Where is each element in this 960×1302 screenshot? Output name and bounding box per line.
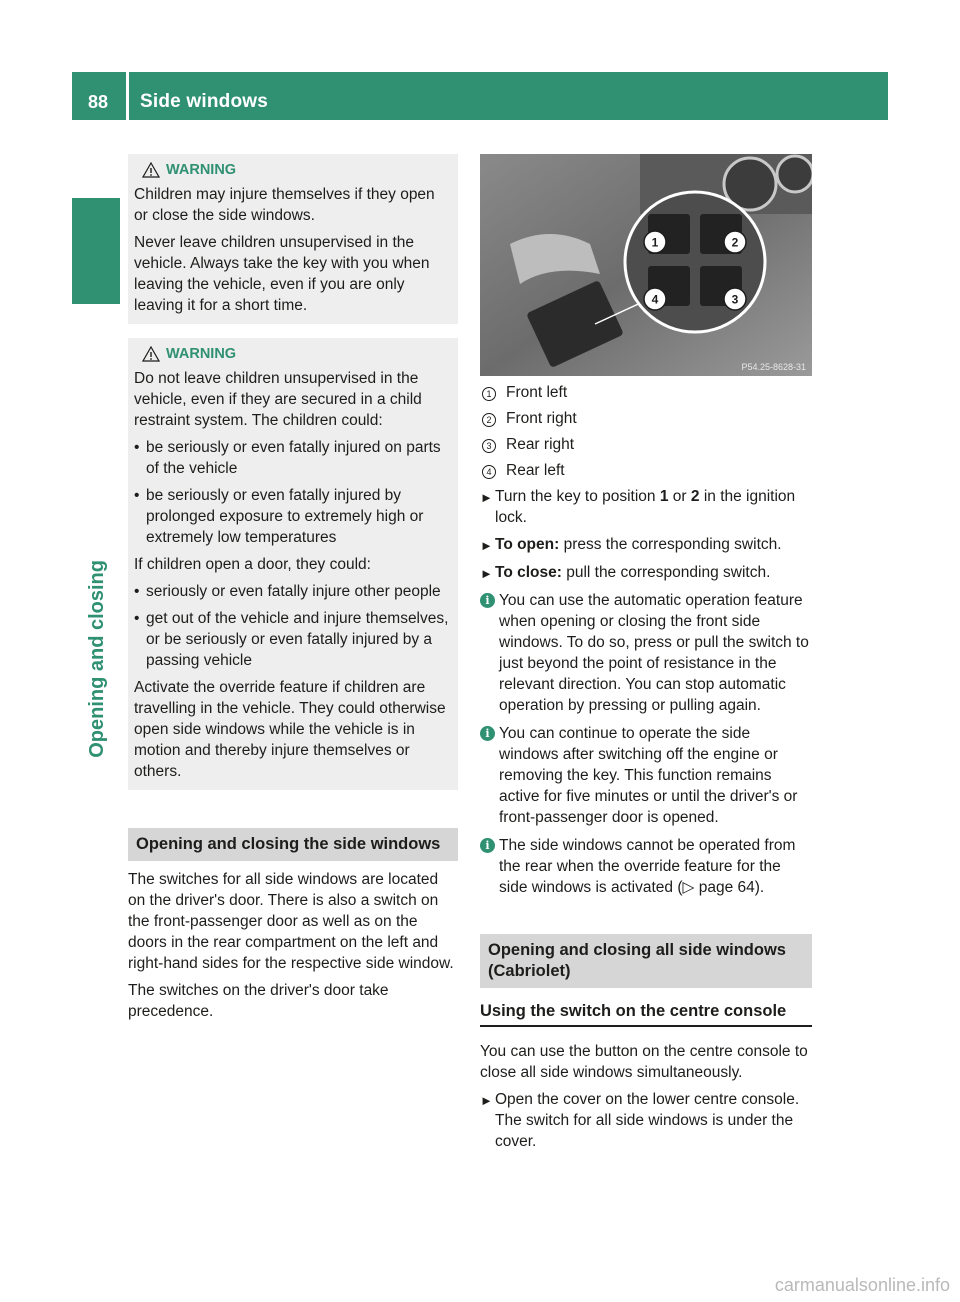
- step-item: ► Turn the key to position 1 or 2 in the ignition lock.: [480, 488, 796, 526]
- warning-bullet: • seriously or even fatally injure other people: [134, 581, 450, 602]
- info-note: [480, 723, 812, 828]
- legend-number: 4: [482, 465, 496, 479]
- warning-title: WARNING: [134, 344, 450, 364]
- arrow-right-icon: ►: [480, 490, 493, 505]
- right-column: [480, 154, 812, 1158]
- legend-label: Front left: [506, 384, 568, 401]
- warning-title: WARNING: [134, 160, 450, 180]
- arrow-right-icon: ►: [480, 1093, 493, 1108]
- body-paragraph: The switches for all side windows are located on the driver's door. There is also a switch on the front-passenger door as well as on the doors in the rear compartment on the left and right-hand sides for the respective side window.: [128, 871, 454, 972]
- running-title: Side windows: [140, 91, 269, 112]
- sub-heading: Using the switch on the centre console: [480, 1000, 812, 1027]
- warning-box-1: [128, 154, 458, 324]
- info-icon: i: [480, 838, 495, 853]
- chapter-tab: [72, 198, 120, 304]
- info-icon: i: [480, 726, 495, 741]
- warning-paragraph: Children may injure themselves if they open or close the side windows.: [134, 186, 435, 224]
- warning-bullet: • be seriously or even fatally injured by prolonged exposure to extremely high or extremely low temperatures: [134, 485, 450, 548]
- legend-label: Front right: [506, 410, 577, 427]
- info-text: The side windows cannot be operated from the rear when the override feature for the side windows is activated (▷ page 64).: [499, 837, 796, 896]
- callout-4: 4: [651, 292, 659, 307]
- body-paragraph: The switches on the driver's door take precedence.: [128, 982, 389, 1020]
- legend-number: 2: [482, 413, 496, 427]
- header-bar: [72, 72, 888, 120]
- info-note: [480, 590, 812, 716]
- watermark: carmanualsonline.info: [774, 1275, 950, 1295]
- section-heading: Opening and closing all side windows (Cabriolet): [480, 934, 812, 988]
- warning-outro: Activate the override feature if children are travelling in the vehicle. They could otherwise open side windows while the vehicle is in motion and thereby injure themselves or others.: [134, 679, 446, 780]
- warning-intro: Do not leave children unsupervised in the vehicle, even if they are secured in a child restraint system. The children could:: [134, 370, 422, 429]
- warning-bullet: • be seriously or even fatally injured on parts of the vehicle: [134, 437, 450, 479]
- legend-item: [480, 408, 812, 429]
- section-heading: Opening and closing the side windows: [128, 828, 458, 861]
- step-item: ► To close: pull the corresponding switch.: [480, 562, 812, 584]
- arrow-right-icon: ►: [480, 538, 493, 553]
- warning-triangle-icon: [142, 346, 160, 362]
- callout-2: 2: [731, 235, 739, 250]
- legend-number: 1: [482, 387, 496, 401]
- legend-item: [480, 434, 812, 455]
- warning-triangle-icon: [142, 162, 160, 178]
- info-icon: i: [480, 593, 495, 608]
- legend-item: [480, 382, 812, 403]
- callout-1: 1: [651, 235, 659, 250]
- legend-number: 3: [482, 439, 496, 453]
- chapter-label: Opening and closing: [86, 560, 108, 758]
- warning-bullet: • get out of the vehicle and injure themselves, or be seriously or even fatally injured by a passing vehicle: [134, 608, 450, 671]
- page-number: 88: [88, 92, 109, 112]
- window-switch-photo: [480, 154, 812, 376]
- figure-code: P54.25-8628-31: [741, 362, 806, 372]
- left-column: [128, 154, 458, 1028]
- step-item: ► Open the cover on the lower centre console. The switch for all side windows is under the cover.: [480, 1091, 800, 1150]
- info-note: [480, 835, 812, 898]
- step-item: ► To open: press the corresponding switch.: [480, 534, 812, 556]
- info-text: You can use the automatic operation feature when opening or closing the front side windows. To do so, press or pull the switch to just beyond the point of resistance in the relevant direction. You can stop automatic operation by pressing or pulling again.: [499, 592, 809, 714]
- header-divider: [126, 72, 129, 120]
- info-text: You can continue to operate the side windows after switching off the engine or removing the key. This function remains active for five minutes or until the driver's or front-passenger door is opened.: [499, 725, 798, 826]
- warning-middle: If children open a door, they could:: [134, 556, 371, 573]
- arrow-right-icon: ►: [480, 566, 493, 581]
- legend-label: Rear right: [506, 436, 575, 453]
- warning-paragraph: Never leave children unsupervised in the vehicle. Always take the key with you when leaving the vehicle, even if you are only leaving it for a short time.: [134, 234, 430, 314]
- legend-item: [480, 460, 812, 481]
- callout-3: 3: [731, 292, 739, 307]
- body-paragraph: You can use the button on the centre console to close all side windows simultaneously.: [480, 1043, 808, 1081]
- legend-label: Rear left: [506, 462, 565, 479]
- warning-box-2: [128, 338, 458, 790]
